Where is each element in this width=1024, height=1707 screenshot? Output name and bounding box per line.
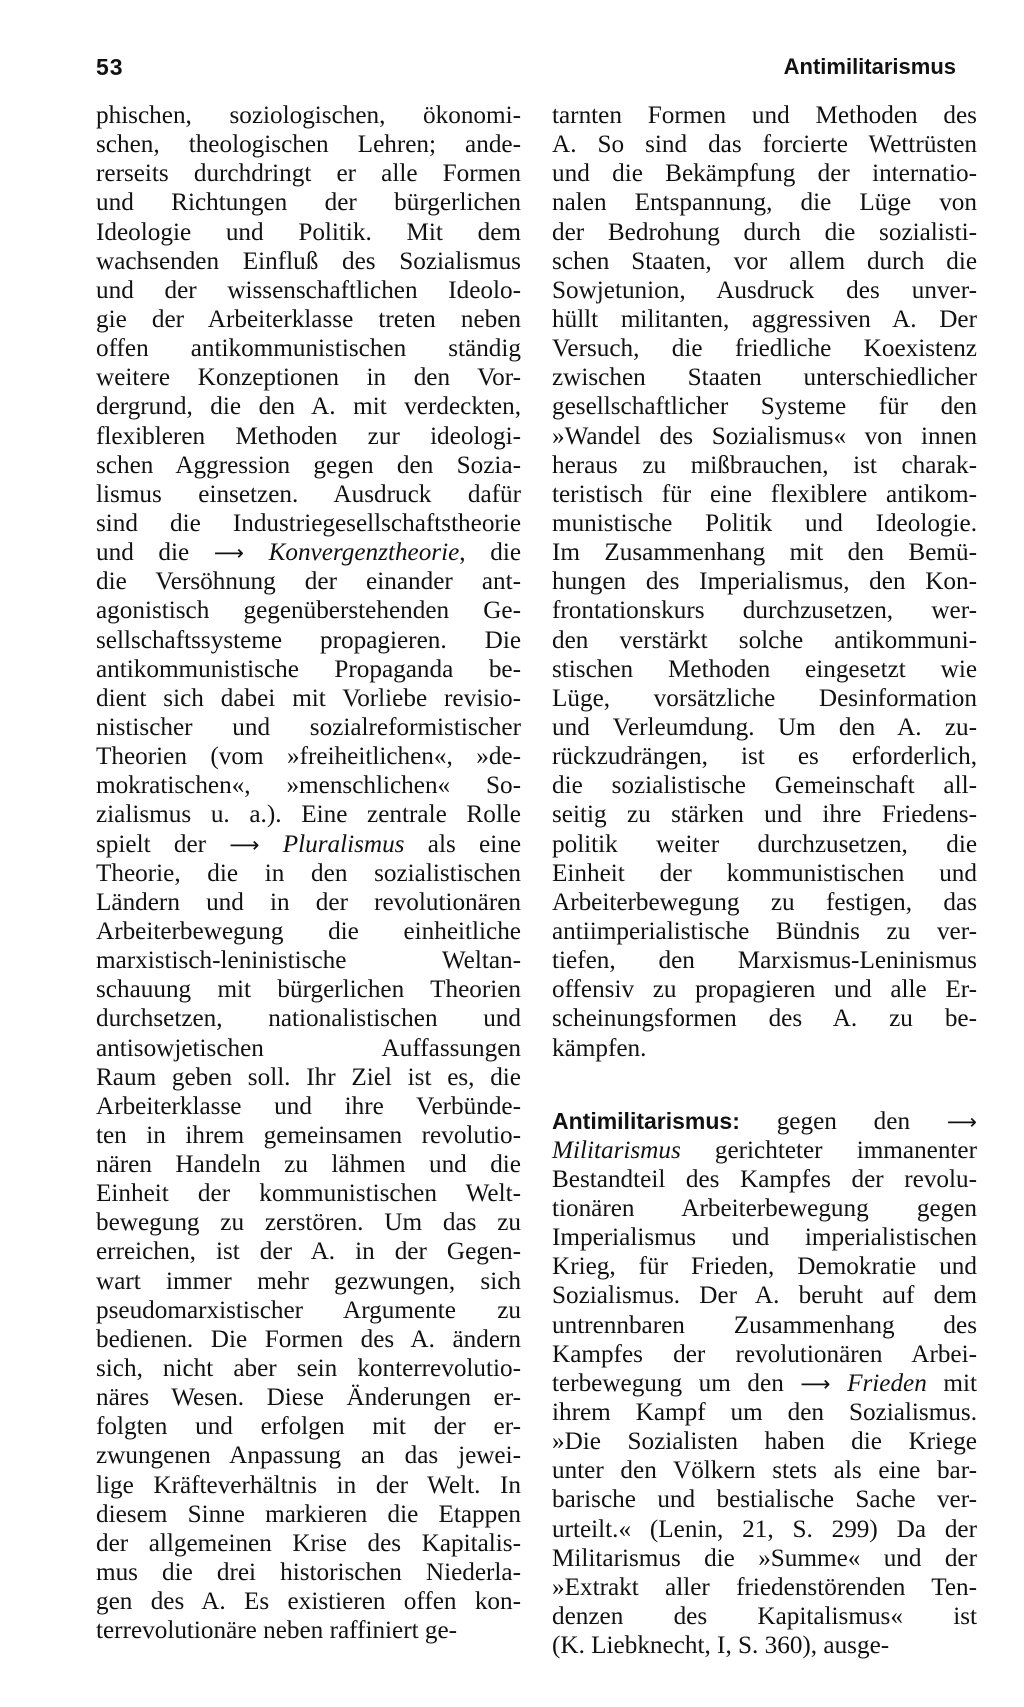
text-line: weitere Konzeptionen in den Vor-	[96, 364, 521, 392]
text-fragment: , die	[459, 539, 521, 567]
text-line: die sozialistische Gemeinschaft all-	[552, 772, 977, 800]
text-line: Einheit der kommunistischen Welt-	[96, 1180, 521, 1208]
text-fragment	[244, 539, 269, 566]
page-number: 53	[96, 54, 124, 80]
text-line: Ländern und in der revolutionären	[96, 888, 521, 916]
text-line: durchsetzen, nationalistischen und	[96, 1005, 521, 1033]
text-line: frontationskurs durchzusetzen, wer-	[552, 597, 977, 625]
text-fragment	[831, 1370, 848, 1397]
text-line: nistischer und sozialreformistischer	[96, 713, 521, 741]
text-line: urteilt.« (Lenin, 21, S. 299) Da der	[552, 1515, 977, 1543]
text-line: hungen des Imperialismus, den Kon-	[552, 568, 977, 596]
text-line: A. So sind das forcierte Wettrüsten	[552, 131, 977, 159]
text-line: rückzudrängen, ist es erforderlich,	[552, 743, 977, 771]
text-line: Versuch, die friedliche Koexistenz	[552, 335, 977, 363]
text-line: und die Bekämpfung der internatio-	[552, 160, 977, 188]
text-fragment: mit	[926, 1369, 977, 1397]
text-line: pseudomarxistischer Argumente zu	[96, 1296, 521, 1324]
text-line: und Verleumdung. Um den A. zu-	[552, 713, 977, 741]
text-line: barische und bestialische Sache ver-	[552, 1486, 977, 1514]
text-line: marxistisch-leninistische Weltan-	[96, 947, 521, 975]
text-line	[552, 1107, 977, 1136]
text-line: unter den Völkern stets als eine bar-	[552, 1457, 977, 1485]
text-line: rerseits durchdringt er alle Formen	[96, 160, 521, 188]
text-line: teristisch für eine flexiblere antikom-	[552, 480, 977, 508]
left-column	[96, 101, 521, 1645]
text-line: lige Kräfteverhältnis in der Welt. In	[96, 1471, 521, 1499]
text-line: den verstärkt solche antikommuni-	[552, 626, 977, 654]
text-line: gie der Arbeiterklasse treten neben	[96, 305, 521, 333]
text-line: Theorien (vom »freiheitlichen«, »de-	[96, 743, 521, 771]
text-line: scheinungsformen des A. zu be-	[552, 1005, 977, 1033]
entry-headword: Antimilitarismus:	[552, 1107, 740, 1134]
text-line: die Versöhnung der einander ant-	[96, 568, 521, 596]
text-line: heraus zu mißbrauchen, ist charak-	[552, 451, 977, 479]
text-line: zwischen Staaten unterschiedlicher	[552, 364, 977, 392]
cross-reference-arrow: ⟶	[229, 832, 260, 857]
text-line: Einheit der kommunistischen und	[552, 859, 977, 887]
text-line: zwungenen Anpassung an das jewei-	[96, 1442, 521, 1470]
text-line: politik weiter durchzusetzen, die	[552, 830, 977, 858]
text-line: Krieg, für Frieden, Demokratie und	[552, 1253, 977, 1281]
text-fragment: und die	[96, 539, 214, 567]
text-line: terrevolutionäre neben raffiniert ge-	[96, 1617, 458, 1645]
cross-reference-term: Konvergenztheorie	[268, 539, 460, 567]
text-line	[552, 1136, 977, 1165]
text-line: schen Staaten, vor allem durch die	[552, 247, 977, 275]
text-line: (K. Liebknecht, I, S. 360), ausge-	[552, 1632, 890, 1660]
text-line: Kampfes der revolutionären Arbei-	[552, 1340, 977, 1368]
text-line: Imperialismus und imperialistischen	[552, 1224, 977, 1252]
text-line	[96, 538, 521, 567]
text-line: untrennbaren Zusammenhang des	[552, 1311, 977, 1339]
text-line: und der wissenschaftlichen Ideolo-	[96, 276, 521, 304]
text-line: »Wandel des Sozialismus« von innen	[552, 422, 977, 450]
text-line: stischen Methoden eingesetzt wie	[552, 655, 977, 683]
text-fragment	[259, 831, 282, 858]
text-line: offen antikommunistischen ständig	[96, 335, 521, 363]
text-line: sellschaftssysteme propagieren. Die	[96, 626, 521, 654]
text-fragment: als eine	[404, 830, 521, 858]
text-line: Militarismus die »Summe« und der	[552, 1544, 977, 1572]
text-fragment: spielt der	[96, 830, 230, 858]
cross-reference-arrow: ⟶	[946, 1109, 977, 1134]
text-line: sich, nicht aber sein konterrevolutio-	[96, 1355, 521, 1383]
text-line: offensiv zu propagieren und alle Er-	[552, 976, 977, 1004]
text-line: der allgemeinen Krise des Kapitalis-	[96, 1529, 521, 1557]
text-line: nären Handeln zu lähmen und die	[96, 1151, 521, 1179]
text-line: wart immer mehr gezwungen, sich	[96, 1267, 521, 1295]
text-line: tiefen, den Marxismus-Leninismus	[552, 947, 977, 975]
text-line: der Bedrohung durch die sozialisti-	[552, 218, 977, 246]
text-line: Im Zusammenhang mit den Bemü-	[552, 539, 977, 567]
text-line: erreichen, ist der A. in der Gegen-	[96, 1238, 521, 1266]
right-column	[552, 101, 977, 1660]
text-line	[96, 830, 521, 859]
text-line: gesellschaftlicher Systeme für den	[552, 393, 977, 421]
text-line: antiimperialistische Bündnis zu ver-	[552, 917, 977, 945]
text-line: nalen Entspannung, die Lüge von	[552, 189, 977, 217]
cross-reference-term: Militarismus	[552, 1136, 681, 1164]
text-line: schen, theologischen Lehren; ande-	[96, 131, 521, 159]
text-line: seitig zu stärken und ihre Friedens-	[552, 801, 977, 829]
text-line: zialismus u. a.). Eine zentrale Rolle	[96, 801, 521, 829]
cross-reference-term: Frieden	[847, 1369, 927, 1397]
text-line: schauung mit bürgerlichen Theorien	[96, 976, 521, 1004]
text-line: ihrem Kampf um den Sozialismus.	[552, 1399, 977, 1427]
cross-reference-arrow: ⟶	[213, 541, 244, 566]
text-line: bewegung zu zerstören. Um das zu	[96, 1209, 521, 1237]
text-line: sind die Industriegesellschaftstheorie	[96, 509, 521, 537]
text-line: denzen des Kapitalismus« ist	[552, 1603, 977, 1631]
text-line: Arbeiterbewegung zu festigen, das	[552, 888, 977, 916]
entry-gap	[552, 1063, 977, 1107]
text-fragment: gerichteter immanenter	[680, 1136, 977, 1164]
cross-reference-arrow: ⟶	[800, 1371, 831, 1396]
text-line: Lüge, vorsätzliche Desinformation	[552, 684, 977, 712]
cross-reference-term: Pluralismus	[282, 830, 405, 858]
text-line: Ideologie und Politik. Mit dem	[96, 218, 521, 246]
text-line: Raum geben soll. Ihr Ziel ist es, die	[96, 1063, 521, 1091]
text-line: wachsenden Einfluß des Sozialismus	[96, 247, 521, 275]
text-line: tionären Arbeiterbewegung gegen	[552, 1195, 977, 1223]
text-line: phischen, soziologischen, ökonomi-	[96, 102, 521, 129]
text-line	[552, 1369, 977, 1398]
text-line: Theorie, die in den sozialistischen	[96, 859, 521, 887]
text-line: mokratischen«, »menschlichen« So-	[96, 772, 521, 800]
text-line: Sozialismus. Der A. beruht auf dem	[552, 1282, 977, 1310]
text-line: hüllt militanten, aggressiven A. Der	[552, 305, 977, 333]
text-line: tarnten Formen und Methoden des	[552, 102, 977, 129]
entry-antimilitarismus	[552, 1107, 977, 1661]
text-line: schen Aggression gegen den Sozia-	[96, 451, 521, 479]
text-line: näres Wesen. Diese Änderungen er-	[96, 1384, 521, 1412]
text-line: Sowjetunion, Ausdruck des unver-	[552, 276, 977, 304]
text-line: flexibleren Methoden zur ideologi-	[96, 422, 521, 450]
text-line: ten in ihrem gemeinsamen revolutio-	[96, 1121, 521, 1149]
text-line: und Richtungen der bürgerlichen	[96, 189, 521, 217]
text-fragment: terbewegung um den	[552, 1369, 801, 1397]
text-line: mus die drei historischen Niederla-	[96, 1559, 521, 1587]
text-line: antisowjetischen Auffassungen	[96, 1034, 521, 1062]
text-line: Bestandteil des Kampfes der revolu-	[552, 1165, 977, 1193]
text-line: munistische Politik und Ideologie.	[552, 509, 977, 537]
text-line: dient sich dabei mit Vorliebe revisio-	[96, 684, 521, 712]
text-line: diesem Sinne markieren die Etappen	[96, 1500, 521, 1528]
text-line: dergrund, die den A. mit verdeckten,	[96, 393, 521, 421]
text-line: gen des A. Es existieren offen kon-	[96, 1588, 521, 1616]
text-line: lismus einsetzen. Ausdruck dafür	[96, 480, 521, 508]
text-line: folgten und erfolgen mit der er-	[96, 1413, 521, 1441]
text-line: bedienen. Die Formen des A. ändern	[96, 1325, 521, 1353]
text-fragment: gegen den	[739, 1107, 947, 1135]
text-line: Arbeiterklasse und ihre Verbünde-	[96, 1092, 521, 1120]
page-header	[96, 54, 956, 94]
text-line: agonistisch gegenüberstehenden Ge-	[96, 597, 521, 625]
text-line: »Die Sozialisten haben die Kriege	[552, 1428, 977, 1456]
text-line: antikommunistische Propaganda be-	[96, 655, 521, 683]
text-line: »Extrakt aller friedenstörenden Ten-	[552, 1573, 977, 1601]
running-head: Antimilitarismus	[783, 54, 956, 79]
text-line: Arbeiterbewegung die einheitliche	[96, 917, 521, 945]
paragraph-antikommunismus-end	[552, 101, 977, 1063]
text-line: kämpfen.	[552, 1034, 647, 1062]
